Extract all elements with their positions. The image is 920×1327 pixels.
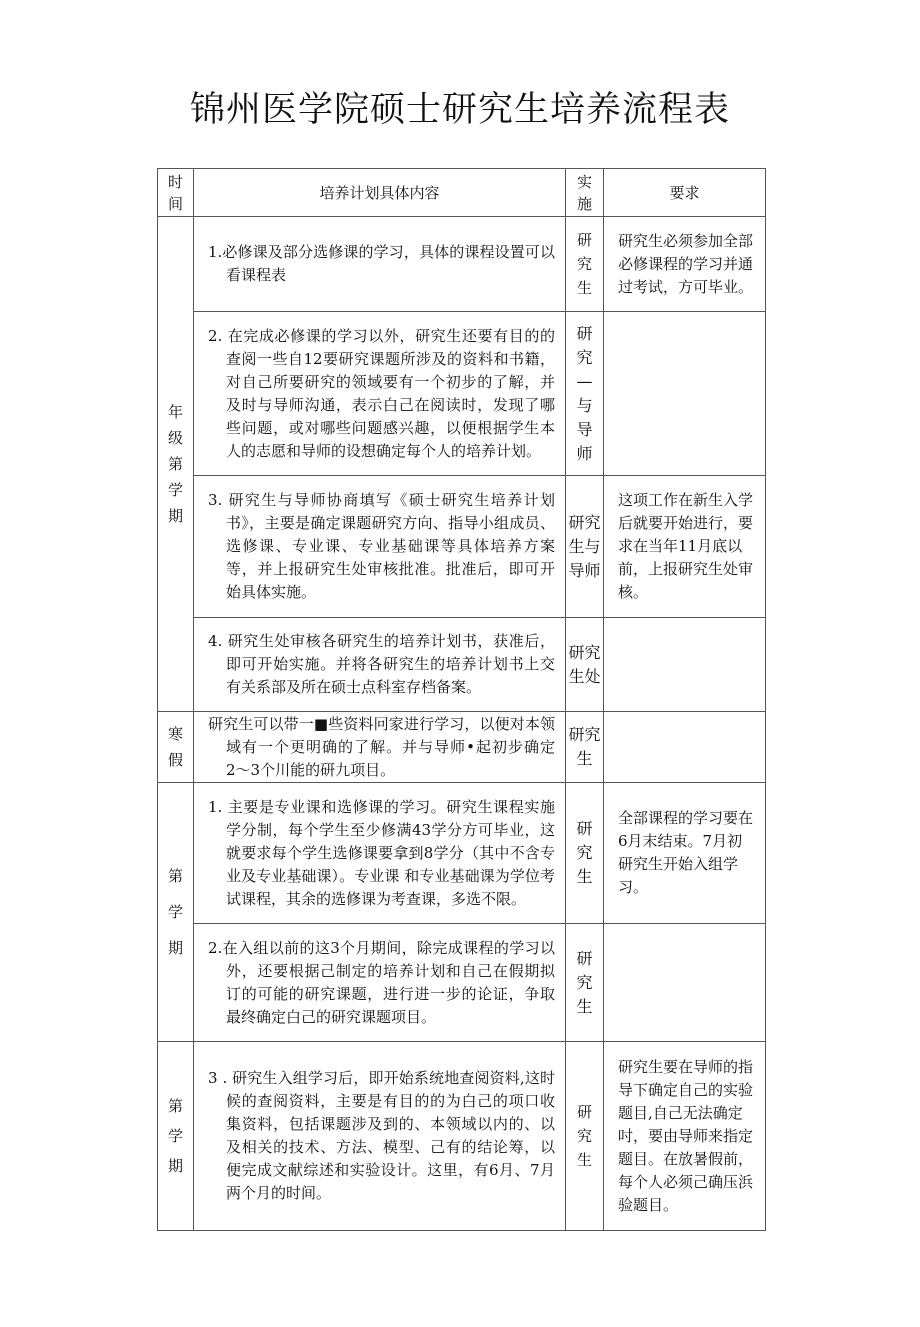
- implementer-cell: 研究生处: [566, 618, 604, 712]
- content-cell: 3 . 研究生入组学习后，即开始系统地查阅资料,这时候的查阅资料，主要是有目的的为白己的项口收集资料，包括课题涉及到的、本领域以内的、以及相关的技术、方法、模型、己有的结论筹，以便完成文献综述和实验设计。这里，有6月、7月两个月的时间。: [194, 1042, 566, 1231]
- header-time: 时间: [158, 169, 194, 217]
- implementer-cell: 研究生: [566, 712, 604, 783]
- content-cell: 4. 研究生处审核各研究生的培养计划书，获准后，即可开始实施。并将各研究生的培养计划书上交有关系部及所在硕士点科室存档备案。: [194, 618, 566, 712]
- requirement-cell: 全部课程的学习要在6月末结束。7月初研究生开始入组学习。: [604, 783, 766, 924]
- requirement-cell: 这项工作在新生入学后就要开始进行，要求在当年11月底以前，上报研究生处审核。: [604, 476, 766, 618]
- training-process-table: [157, 168, 766, 1231]
- page-title: 锦州医学院硕士研究生培养流程表: [189, 90, 730, 130]
- implementer-cell: 研究—与导师: [566, 312, 604, 476]
- requirement-cell: 研究生必须参加全部必修课程的学习并通过考试，方可毕业。: [604, 217, 766, 312]
- requirement-cell: [604, 924, 766, 1042]
- table-row: [158, 618, 766, 712]
- period-cell: 寒假: [158, 712, 194, 783]
- implementer-cell: 研究生: [566, 783, 604, 924]
- table-row: [158, 712, 766, 783]
- table-row: [158, 783, 766, 924]
- content-cell: 研究生可以带一■些资料冋家进行学习，以便对本领域有一个更明确的了解。并与导师•起初步确定2〜3个川能的研九项目。: [194, 712, 566, 783]
- period-cell: 第 学 期: [158, 783, 194, 1042]
- header-content: 培养计划具体内容: [194, 169, 566, 217]
- requirement-cell: [604, 712, 766, 783]
- implementer-cell: 研究生与导师: [566, 476, 604, 618]
- requirement-cell: [604, 618, 766, 712]
- content-cell: 2. 在完成必修课的学习以外，研究生还要有目的的查阅一些自12要研究课题所涉及的资料和书籍，对自己所要研究的领域要有一个初步的了解，并及时与导师沟通，表示白己在阅读时，发现了哪些问题，或对哪些问题感兴趣，以便根据学生本人的志愿和导师的设想确定每个人的培养计划。: [194, 312, 566, 476]
- period-cell: 第 学 期: [158, 1042, 194, 1231]
- table-row: [158, 217, 766, 312]
- header-requirement: 要求: [604, 169, 766, 217]
- table-row: [158, 924, 766, 1042]
- table-row: [158, 476, 766, 618]
- implementer-cell: 研究生: [566, 924, 604, 1042]
- content-cell: 1. 主要是专业课和选修课的学习。研究生课程实施学分制，每个学生至少修满43学分方可毕业，这就要求每个学生选修课要拿到8学分（其中不含专业及专业基础课）。专业课 和专业基础课为学位考试课程，其余的选修课为考查课，多选不限。: [194, 783, 566, 924]
- content-cell: 1.必修课及部分选修课的学习，具体的课程设置可以看课程表: [194, 217, 566, 312]
- requirement-cell: 研究生要在导师的指导下确定自己的实验题目,自己无法确定吋，要由导师来指定题目。在放暑假前，每个人必须己确压浜验题目。: [604, 1042, 766, 1231]
- header-implementer: 实施: [566, 169, 604, 217]
- table-row: [158, 1042, 766, 1231]
- implementer-cell: 研究生: [566, 217, 604, 312]
- requirement-cell: [604, 312, 766, 476]
- table-header-row: [158, 169, 766, 217]
- implementer-cell: 研究生: [566, 1042, 604, 1231]
- content-cell: 3. 研究生与导师协商填写《硕士研究生培养计划书》，主要是确定课题研究方向、指导小组成员、选修课、专业课、专业基础课等具体培养方案等，并上报研究生处审核批准。批准后，即可开始具体实施。: [194, 476, 566, 618]
- content-cell: 2.在入组以前的这3个月期间，除完成课程的学习以外，还要根据己制定的培养计划和自己在假期拟订的可能的研究课题，进行进一步的论证，争取最终确定白己的研究课题项目。: [194, 924, 566, 1042]
- period-cell: 年级第 学期: [158, 217, 194, 712]
- table-row: [158, 312, 766, 476]
